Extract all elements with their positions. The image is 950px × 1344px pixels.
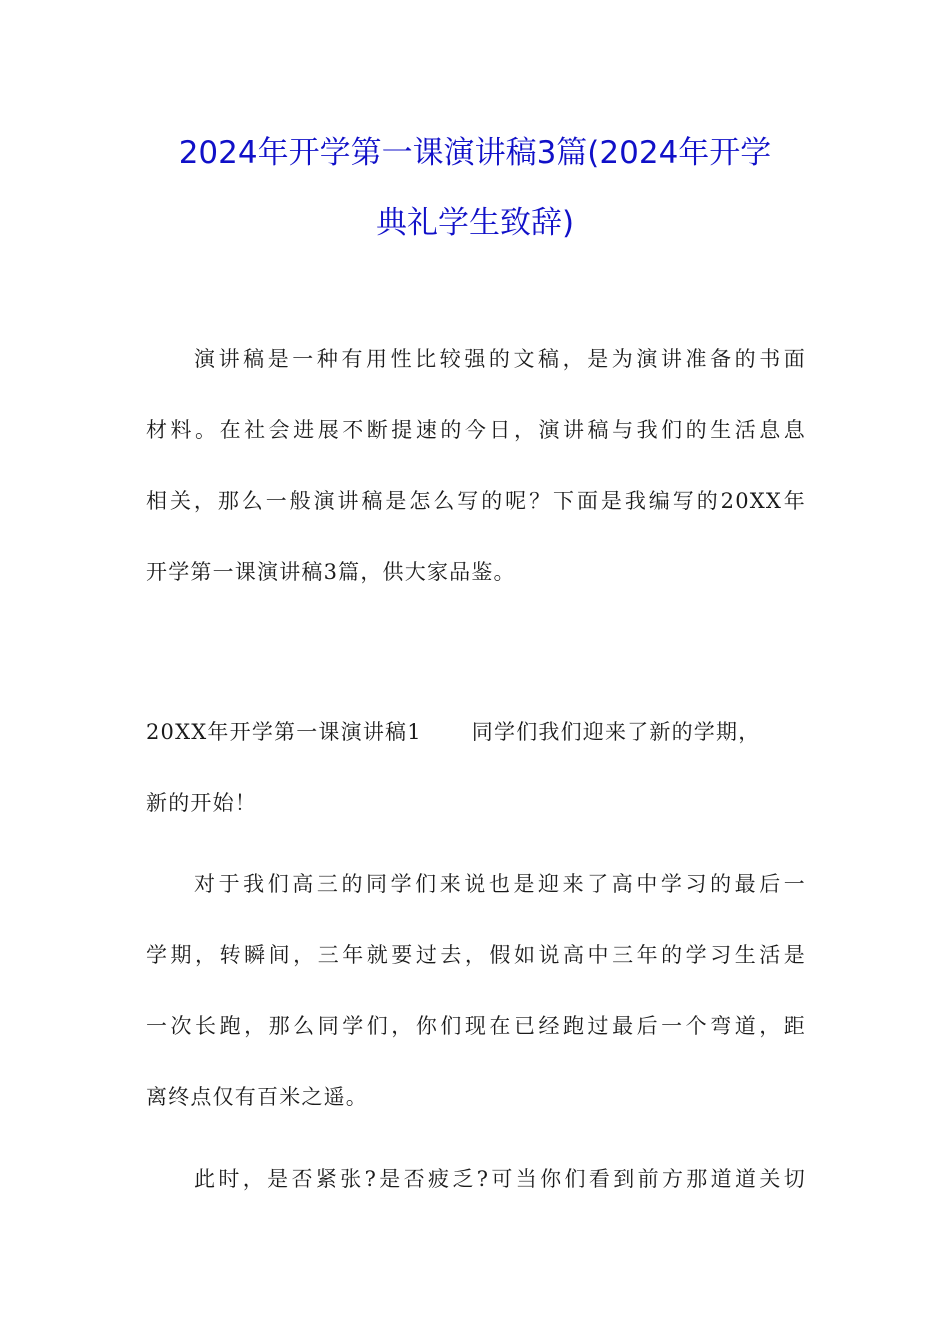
section-heading-line — [146, 717, 806, 747]
para3-line-1: 此时，是否紧张?是否疲乏?可当你们看到前方那道道关切 — [194, 1167, 806, 1191]
intro-line-4: 开学第一课演讲稿3篇，供大家品鉴。 — [146, 560, 516, 584]
document-title-line-2: 典礼学生致辞) — [375, 205, 575, 241]
intro-line-3: 相关，那么一般演讲稿是怎么写的呢？下面是我编写的20XX年 — [146, 489, 806, 513]
section-heading: 20XX年开学第一课演讲稿1 — [146, 720, 422, 744]
document-title-line-1: 2024年开学第一课演讲稿3篇(2024年开学 — [178, 135, 772, 171]
section-first-text: 同学们我们迎来了新的学期， — [471, 720, 761, 744]
para2-line-4: 离终点仅有百米之遥。 — [146, 1085, 368, 1109]
section-continuation-line: 新的开始！ — [146, 791, 257, 815]
para2-line-3: 一次长跑，那么同学们，你们现在已经跑过最后一个弯道，距 — [146, 1014, 806, 1038]
para2-line-2: 学期，转瞬间，三年就要过去，假如说高中三年的学习生活是 — [146, 943, 806, 967]
intro-line-1: 演讲稿是一种有用性比较强的文稿，是为演讲准备的书面 — [194, 347, 806, 371]
intro-line-2: 材料。在社会进展不断提速的今日，演讲稿与我们的生活息息 — [146, 418, 806, 442]
para2-line-1: 对于我们高三的同学们来说也是迎来了高中学习的最后一 — [194, 872, 806, 896]
